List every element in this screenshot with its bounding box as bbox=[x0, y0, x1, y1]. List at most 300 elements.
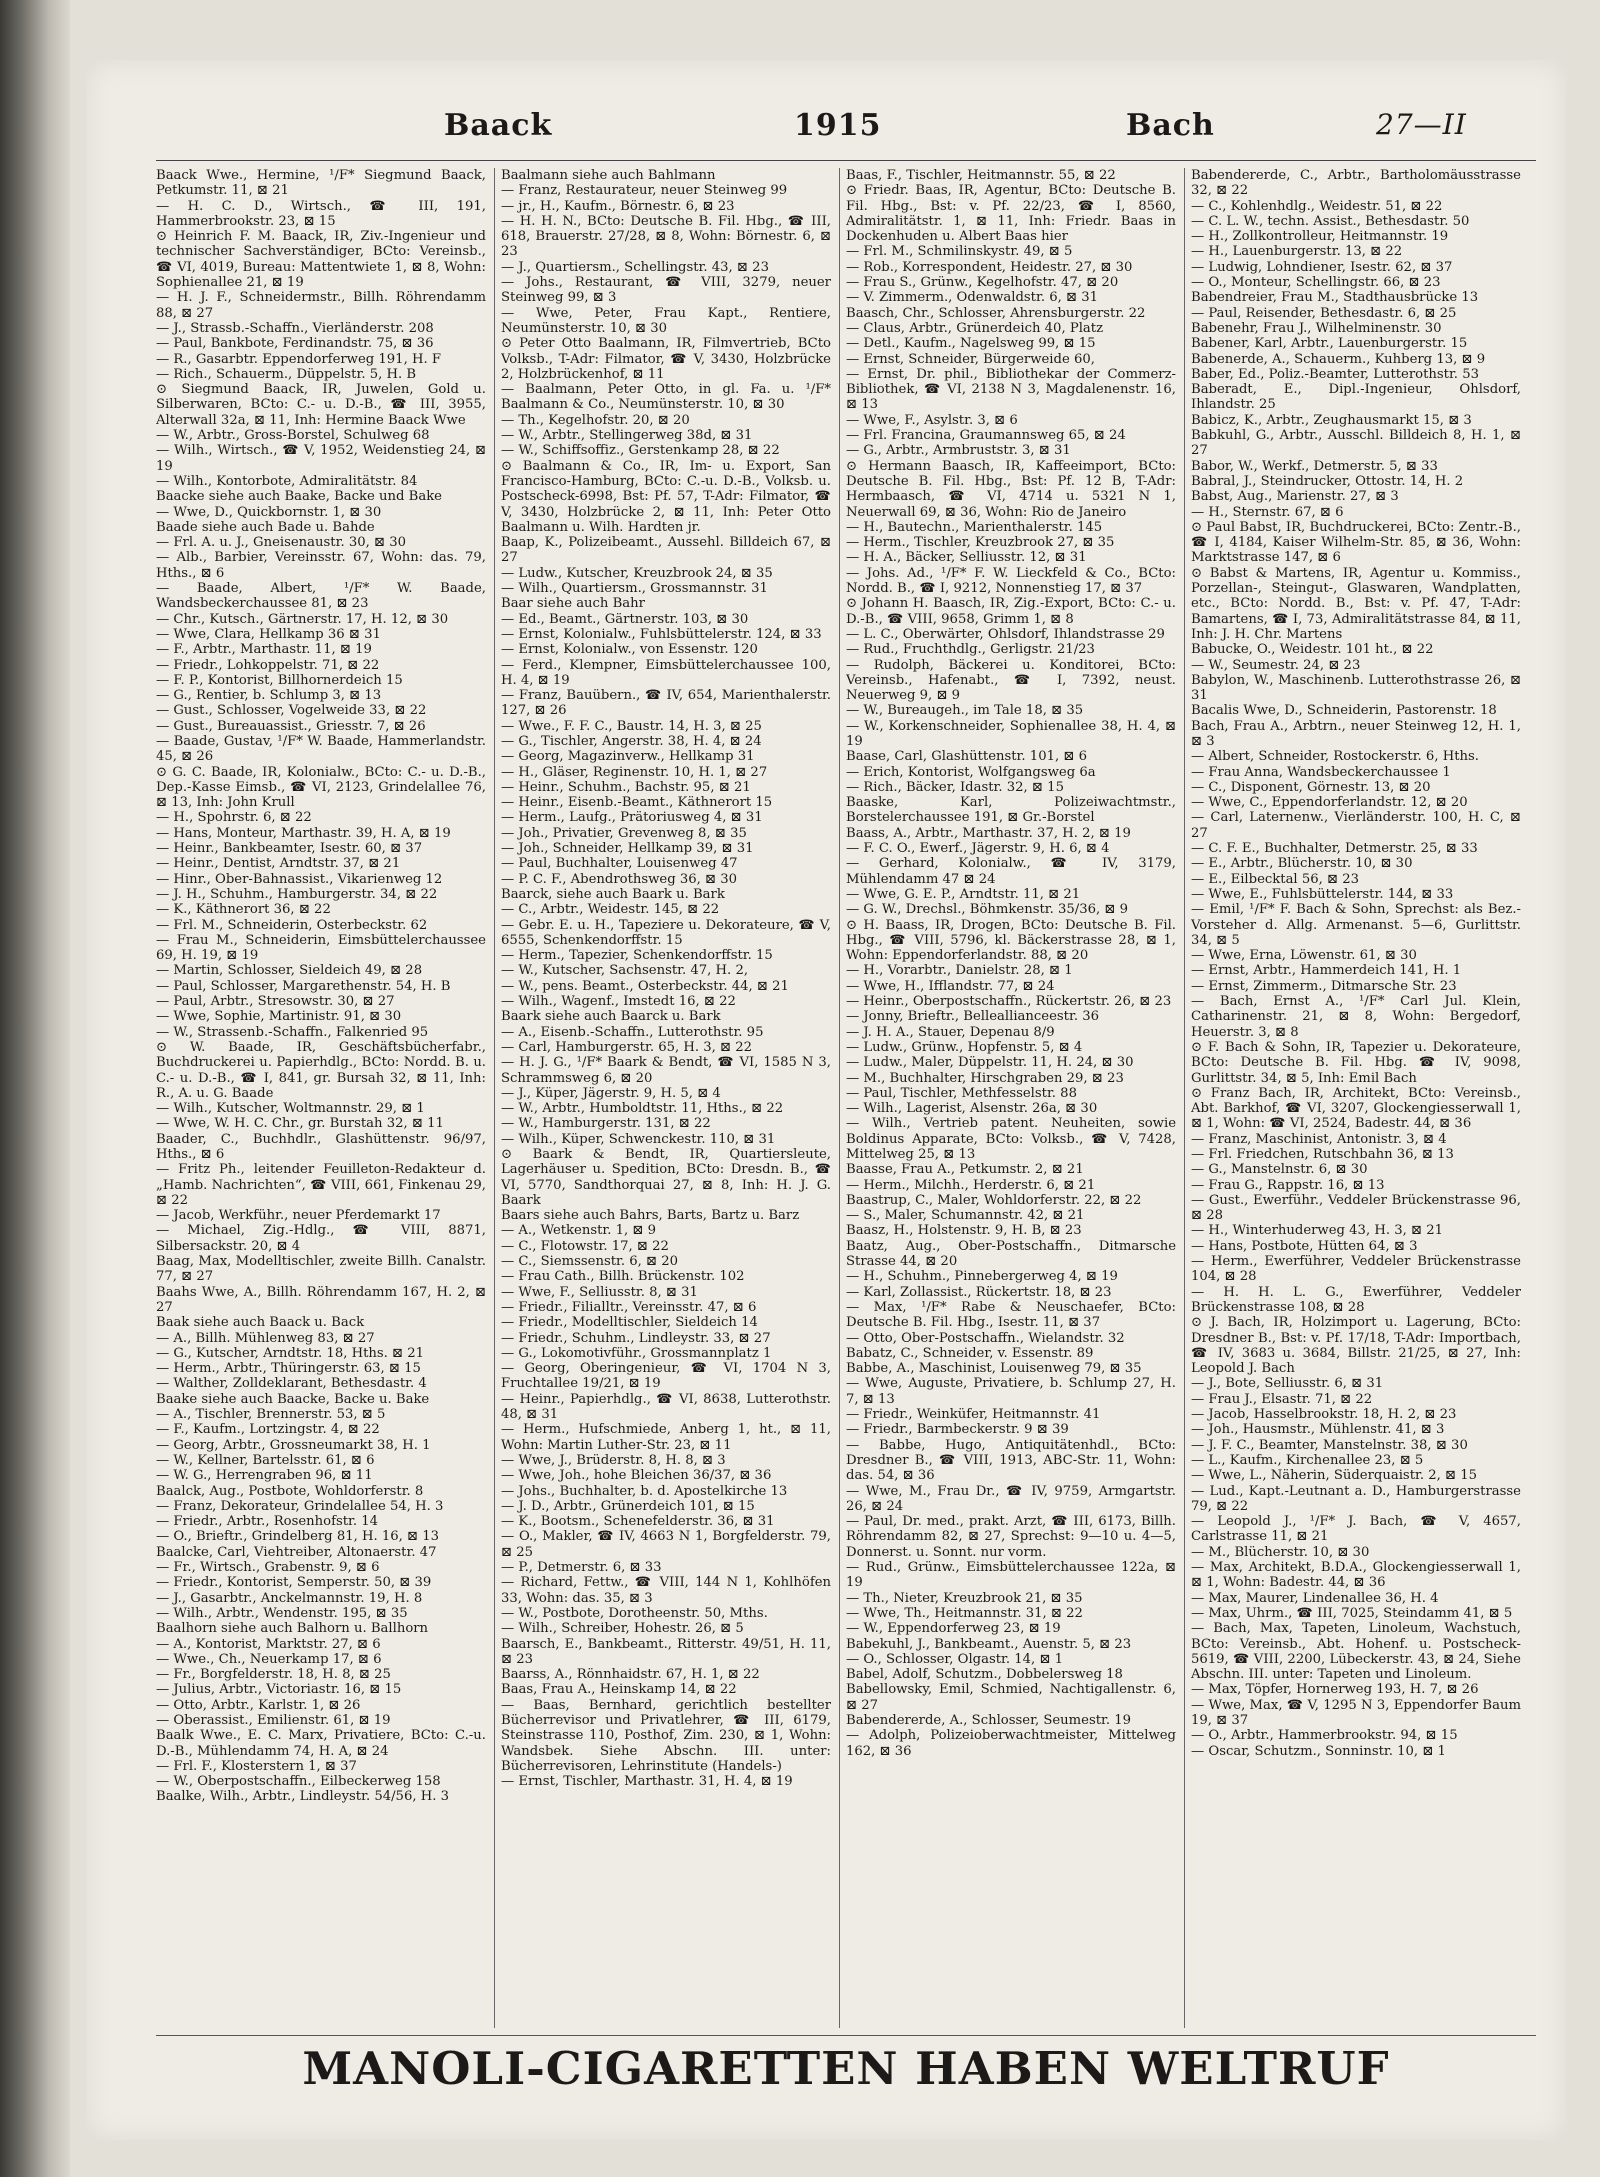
directory-entry: — O., Makler, ☎ IV, 4663 N 1, Borgfelderstr. 79, ⊠ 25 bbox=[501, 1529, 831, 1560]
directory-entry: — H. H. N., BCto: Deutsche B. Fil. Hbg., ☎ III, 618, Brauerstr. 27/28, ⊠ 8, Wohn: Börnestr. 6, ⊠ 23 bbox=[501, 213, 831, 260]
directory-entry: — Richard, Fettw., ☎ VIII, 144 N 1, Kohlhöfen 33, Wohn: das. 35, ⊠ 3 bbox=[501, 1575, 831, 1606]
directory-entry: ⊙ Heinrich F. M. Baack, IR, Ziv.-Ingenieur und technischer Sachverständiger, BCto: Vereinsb., ☎ VI, 4019, Bureau: Mattentwiete 1, ⊠ 8, Wohn: Sophienallee 21, ⊠ 19 bbox=[156, 229, 486, 291]
directory-entry: — R., Gasarbtr. Eppendorferweg 191, H. F bbox=[156, 351, 441, 367]
directory-entry: — J., Gasarbtr., Anckelmannstr. 19, H. 8 bbox=[156, 1590, 423, 1606]
directory-entry: — Friedr., Filialltr., Vereinsstr. 47, ⊠ 6 bbox=[501, 1299, 757, 1315]
directory-entry: — Wwe, F., Asylstr. 3, ⊠ 6 bbox=[846, 412, 1018, 428]
directory-entry: — Friedr., Schuhm., Lindleystr. 33, ⊠ 27 bbox=[501, 1330, 771, 1346]
directory-entry: Babkuhl, G., Arbtr., Ausschl. Billdeich 8, H. 1, ⊠ 27 bbox=[1191, 428, 1521, 459]
directory-entry: Baas, F., Tischler, Heitmannstr. 55, ⊠ 22 bbox=[846, 168, 1116, 183]
directory-entry: — Frl. A. u. J., Gneisenaustr. 30, ⊠ 30 bbox=[156, 535, 407, 551]
directory-entry: — Franz, Dekorateur, Grindelallee 54, H. 3 bbox=[156, 1498, 444, 1514]
directory-entry: — Wwe, L., Näherin, Süderquaistr. 2, ⊠ 15 bbox=[1191, 1468, 1478, 1484]
directory-entry: ⊙ Babst & Martens, IR, Agentur u. Kommiss., Porzellan-, Steingut-, Glaswaren, Wandplatten, etc., BCto: Nordd. B., Bst: v. Pf. 47, T-Adr: Bamartens, ☎ I, 73, Admiralitätstrasse 84, ⊠ 11, Inh: J. H. Chr. Martens bbox=[1191, 565, 1521, 642]
directory-entry: — Ferd., Klempner, Eimsbüttelerchaussee 100, H. 4, ⊠ 19 bbox=[501, 657, 831, 688]
directory-entry: — P. C. F., Abendrothsweg 36, ⊠ 30 bbox=[501, 871, 738, 887]
directory-entry: — Franz, Maschinist, Antonistr. 3, ⊠ 4 bbox=[1191, 1131, 1447, 1147]
directory-entry: — Erich, Kontorist, Wolfgangsweg 6a bbox=[846, 764, 1096, 780]
directory-entry: — G., Kutscher, Arndtstr. 18, Hths. ⊠ 21 bbox=[156, 1345, 425, 1361]
directory-entry: — F., Kaufm., Lortzingstr. 4, ⊠ 22 bbox=[156, 1422, 380, 1438]
directory-entry: — H., Vorarbtr., Danielstr. 28, ⊠ 1 bbox=[846, 963, 1073, 979]
directory-entry: — Wilh., Kontorbote, Admiralitätstr. 84 bbox=[156, 473, 418, 489]
directory-page bbox=[86, 60, 1566, 2140]
directory-entry: — Wwe, E., Fuhlsbüttelerstr. 144, ⊠ 33 bbox=[1191, 886, 1454, 902]
directory-entry: Baas, Frau A., Heinskamp 14, ⊠ 22 bbox=[501, 1682, 737, 1698]
directory-entry: ⊙ Baark & Bendt, IR, Quartiersleute, Lagerhäuser u. Spedition, BCto: Dresdn. B., ☎ VI, 5770, Sandthorquai 27, ⊠ 8, Inh: H. J. G. Baark bbox=[501, 1147, 831, 1208]
directory-entry: — Baalmann, Peter Otto, in gl. Fa. u. ¹/F* Baalmann & Co., Neumünsterstr. 10, ⊠ 30 bbox=[501, 382, 831, 413]
directory-entry: — W., Bureaugeh., im Tale 18, ⊠ 35 bbox=[846, 703, 1084, 719]
directory-entry: — F. P., Kontorist, Billhornerdeich 15 bbox=[156, 672, 403, 688]
directory-entry: Babucke, O., Weidestr. 101 ht., ⊠ 22 bbox=[1191, 642, 1434, 658]
directory-entry: — Karl, Zollassist., Rückertstr. 18, ⊠ 23 bbox=[846, 1284, 1112, 1300]
directory-entry: — C., Siemssenstr. 6, ⊠ 20 bbox=[501, 1254, 679, 1270]
directory-entry: — Rud., Grünw., Eimsbüttelerchaussee 122a, ⊠ 19 bbox=[846, 1560, 1176, 1591]
directory-entry: Baar siehe auch Bahr bbox=[501, 596, 645, 612]
directory-entry: Baalk Wwe., E. C. Marx, Privatiere, BCto: C.-u. D.-B., Mühlendamm 74, H. A, ⊠ 24 bbox=[156, 1728, 486, 1759]
directory-entry: ⊙ J. Bach, IR, Holzimport u. Lagerung, BCto: Dresdner B., Bst: v. Pf. 17/18, T-Adr: Importbach, ☎ IV, 3683 u. 3684, Billstr. 21/25, ⊠ 27, Inh: Leopold J. Bach bbox=[1191, 1315, 1521, 1377]
advertisement-banner: MANOLI-CIGARETTEN HABEN WELTRUF bbox=[302, 2042, 1390, 2095]
directory-column-1 bbox=[156, 168, 486, 2028]
directory-entry: — Max, Uhrm., ☎ III, 7025, Steindamm 41, ⊠ 5 bbox=[1191, 1605, 1513, 1621]
directory-entry: — H., Lauenburgerstr. 13, ⊠ 22 bbox=[1191, 244, 1403, 260]
directory-entry: — A., Kontorist, Marktstr. 27, ⊠ 6 bbox=[156, 1636, 381, 1652]
header-page-number: 27—II bbox=[1376, 108, 1467, 141]
directory-entry: — Frl. Francina, Graumannsweg 65, ⊠ 24 bbox=[846, 428, 1126, 444]
directory-entry: — Frau Cath., Billh. Brückenstr. 102 bbox=[501, 1269, 745, 1285]
directory-entry: — C. L. W., techn. Assist., Bethesdastr. 50 bbox=[1191, 213, 1470, 229]
directory-entry: — Max, Architekt, B.D.A., Glockengiesserwall 1, ⊠ 1, Wohn: Badestr. 44, ⊠ 36 bbox=[1191, 1560, 1521, 1591]
directory-entry: — C., Kohlenhdlg., Weidestr. 51, ⊠ 22 bbox=[1191, 198, 1443, 214]
directory-entry: — Jacob, Hasselbrookstr. 18, H. 2, ⊠ 23 bbox=[1191, 1407, 1457, 1423]
directory-entry: Babener, Karl, Arbtr., Lauenburgerstr. 15 bbox=[1191, 336, 1468, 352]
directory-entry: — Max, Töpfer, Hornerweg 193, H. 7, ⊠ 26 bbox=[1191, 1682, 1479, 1698]
directory-entry: — Ernst, Zimmerm., Ditmarsche Str. 23 bbox=[1191, 978, 1457, 994]
directory-entry: ⊙ Siegmund Baack, IR, Juwelen, Gold u. Silberwaren, BCto: C.- u. D.-B., ☎ III, 3955, Alterwall 32a, ⊠ 11, Inh: Hermine Baack Wwe bbox=[156, 382, 486, 428]
directory-entry: — Ernst, Dr. phil., Bibliothekar der Commerz-Bibliothek, ☎ VI, 2138 N 3, Magdalenenstr. 16, ⊠ 13 bbox=[846, 366, 1176, 413]
directory-entry: — W., Kutscher, Sachsenstr. 47, H. 2, bbox=[501, 963, 749, 979]
directory-entry: — Franz, Restaurateur, neuer Steinweg 99 bbox=[501, 183, 788, 199]
directory-entry: Baake siehe auch Baacke, Backe u. Bake bbox=[156, 1391, 430, 1407]
directory-entry: — Friedr., Lohkoppelstr. 71, ⊠ 22 bbox=[156, 657, 380, 673]
directory-entry: — Gust., Bureauassist., Griesstr. 7, ⊠ 26 bbox=[156, 718, 426, 734]
directory-entry: — Baade, Gustav, ¹/F* W. Baade, Hammerlandstr. 45, ⊠ 26 bbox=[156, 733, 486, 765]
directory-entry: Babenerde, A., Schauerm., Kuhberg 13, ⊠ 9 bbox=[1191, 351, 1486, 367]
directory-entry: Babekuhl, J., Bankbeamt., Auenstr. 5, ⊠ 23 bbox=[846, 1636, 1132, 1652]
directory-entry: — C. F. E., Buchhalter, Detmerstr. 25, ⊠ 33 bbox=[1191, 841, 1478, 857]
directory-entry: — Fr., Wirtsch., Grabenstr. 9, ⊠ 6 bbox=[156, 1560, 380, 1576]
directory-entry: — A., Eisenb.-Schaffn., Lutterothstr. 95 bbox=[501, 1024, 764, 1040]
directory-entry: — Frl. Friedchen, Rutschbahn 36, ⊠ 13 bbox=[1191, 1147, 1454, 1162]
directory-entry: — Julius, Arbtr., Victoriastr. 16, ⊠ 15 bbox=[156, 1682, 402, 1698]
directory-entry: — Rob., Korrespondent, Heidestr. 27, ⊠ 30 bbox=[846, 259, 1133, 275]
directory-entry: — Herm., Laufg., Prätoriusweg 4, ⊠ 31 bbox=[501, 810, 763, 826]
directory-entry: Babatz, C., Schneider, v. Essenstr. 89 bbox=[846, 1345, 1094, 1361]
directory-entry: Baak siehe auch Baack u. Back bbox=[156, 1315, 365, 1331]
directory-entry: Baahs Wwe, A., Billh. Röhrendamm 167, H. 2, ⊠ 27 bbox=[156, 1284, 486, 1315]
header-rule bbox=[156, 160, 1536, 161]
directory-entry: — Babbe, Hugo, Antiquitätenhdl., BCto: Dresdner B., ☎ VIII, 1913, ABC-Str. 11, Wohn: das. 54, ⊠ 36 bbox=[846, 1437, 1176, 1484]
directory-entry: ⊙ Peter Otto Baalmann, IR, Filmvertrieb, BCto Volksb., T-Adr: Filmator, ☎ V, 3430, Holzbrücke 2, Holzbrückenhof, ⊠ 11 bbox=[501, 336, 831, 382]
directory-entry: — Oberassist., Emilienstr. 61, ⊠ 19 bbox=[156, 1712, 391, 1728]
directory-entry: — Heinr., Eisenb.-Beamt., Käthnerort 15 bbox=[501, 795, 773, 811]
directory-entry: — J., Quartiersm., Schellingstr. 43, ⊠ 23 bbox=[501, 259, 769, 275]
directory-entry: — Wwe, Auguste, Privatiere, b. Schlump 27, H. 7, ⊠ 13 bbox=[846, 1376, 1176, 1407]
directory-entry: Baap, K., Polizeibeamt., Aussehl. Billdeich 67, ⊠ 27 bbox=[501, 535, 831, 566]
directory-entry: — G., Manstelnstr. 6, ⊠ 30 bbox=[1191, 1162, 1368, 1178]
directory-entry: ⊙ W. Baade, IR, Geschäftsbücherfabr., Buchdruckerei u. Papierhdlg., BCto: Nordd. B. u. C.- u. D.-B., ☎ I, 841, gr. Bursah 32, ⊠ 11, Inh: R., A. u. G. Baade bbox=[156, 1039, 486, 1101]
directory-entry: Baasse, Frau A., Petkumstr. 2, ⊠ 21 bbox=[846, 1162, 1084, 1178]
advertisement-rule bbox=[156, 2035, 1536, 2036]
directory-entry: — O., Monteur, Schellingstr. 66, ⊠ 23 bbox=[1191, 275, 1441, 291]
directory-entry: — Heinr., Schuhm., Bachstr. 95, ⊠ 21 bbox=[501, 779, 751, 795]
directory-column-4 bbox=[1191, 168, 1521, 2028]
directory-entry: ⊙ Johann H. Baasch, IR, Zig.-Export, BCto: C.- u. D.-B., ☎ VIII, 9658, Grimm 1, ⊠ 8 bbox=[846, 596, 1176, 627]
directory-entry: — L. C., Oberwärter, Ohlsdorf, Ihlandstrasse 29 bbox=[846, 626, 1165, 642]
directory-entry: Baberadt, E., Dipl.-Ingenieur, Ohlsdorf, Ihlandstr. 25 bbox=[1191, 382, 1521, 413]
directory-entry: — M., Blücherstr. 10, ⊠ 30 bbox=[1191, 1544, 1370, 1560]
directory-entry: — A., Wetkenstr. 1, ⊠ 9 bbox=[501, 1223, 657, 1239]
directory-entry: — Ernst, Kolonialw., Fuhlsbüttelerstr. 124, ⊠ 33 bbox=[501, 626, 822, 642]
directory-entry: — Georg, Magazinverw., Hellkamp 31 bbox=[501, 749, 755, 765]
directory-entry: — Wilh., Quartiersm., Grossmannstr. 31 bbox=[501, 581, 768, 597]
directory-entry: — W., Strassenb.-Schaffn., Falkenried 95 bbox=[156, 1024, 429, 1040]
directory-entry: Baarss, A., Rönnhaidstr. 67, H. 1, ⊠ 22 bbox=[501, 1667, 760, 1683]
directory-entry: — H., Zollkontrolleur, Heitmannstr. 19 bbox=[1191, 229, 1449, 245]
directory-entry: — H., Spohrstr. 6, ⊠ 22 bbox=[156, 810, 312, 826]
directory-entry: — H. C. D., Wirtsch., ☎ III, 191, Hammerbrookstr. 23, ⊠ 15 bbox=[156, 198, 486, 229]
directory-entry: — Baade, Albert, ¹/F* W. Baade, Wandsbeckerchaussee 81, ⊠ 23 bbox=[156, 581, 486, 612]
directory-entry: Bach, Frau A., Arbtrn., neuer Steinweg 12, H. 1, ⊠ 3 bbox=[1191, 718, 1521, 749]
directory-entry: — Emil, ¹/F* F. Bach & Sohn, Sprechst: als Bez.-Vorsteher d. Allg. Armenanst. 5—6, Gurlittstr. 34, ⊠ 5 bbox=[1191, 902, 1521, 948]
directory-entry: — Wwe, Clara, Hellkamp 36 ⊠ 31 bbox=[156, 626, 381, 642]
directory-entry: ⊙ Franz Bach, IR, Architekt, BCto: Vereinsb., Abt. Barkhof, ☎ VI, 3207, Glockengiesserwall 1, ⊠ 1, Wohn: ☎ VI, 2524, Badestr. 44, ⊠ 36 bbox=[1191, 1085, 1521, 1132]
directory-entry: — Wwe, H., Ifflandstr. 77, ⊠ 24 bbox=[846, 978, 1055, 994]
directory-entry: — Ernst, Schneider, Bürgerweide 60, bbox=[846, 351, 1095, 367]
directory-entry: — Hans, Postbote, Hütten 64, ⊠ 3 bbox=[1191, 1238, 1418, 1254]
column-divider bbox=[839, 168, 840, 2028]
directory-entry: — Albert, Schneider, Rostockerstr. 6, Hths. bbox=[1191, 749, 1479, 765]
directory-entry: — H., Gläser, Reginenstr. 10, H. 1, ⊠ 27 bbox=[501, 764, 768, 780]
directory-entry: — Friedr., Barmbeckerstr. 9 ⊠ 39 bbox=[846, 1422, 1069, 1438]
directory-entry: — K., Bootsm., Schenefelderstr. 36, ⊠ 31 bbox=[501, 1514, 775, 1530]
directory-entry: — Wilh., Lagerist, Alsenstr. 26a, ⊠ 30 bbox=[846, 1101, 1098, 1117]
directory-entry: — Franz, Bauübern., ☎ IV, 654, Marienthalerstr. 127, ⊠ 26 bbox=[501, 688, 831, 719]
directory-entry: — Herm., Tapezier, Schenkendorffstr. 15 bbox=[501, 948, 773, 964]
directory-entry: — Wwe, J., Brüderstr. 8, H. 8, ⊠ 3 bbox=[501, 1452, 726, 1468]
directory-entry: — H. A., Bäcker, Selliusstr. 12, ⊠ 31 bbox=[846, 550, 1087, 566]
directory-entry: — Gust., Schlosser, Vogelweide 33, ⊠ 22 bbox=[156, 703, 427, 719]
directory-entry: — Jonny, Brieftr., Belleallianceestr. 36 bbox=[846, 1009, 1099, 1025]
directory-column-2 bbox=[501, 168, 831, 2028]
page-header bbox=[86, 108, 1566, 158]
directory-entry: ⊙ Paul Babst, IR, Buchdruckerei, BCto: Zentr.-B., ☎ I, 4184, Kaiser Wilhelm-Str. 85, ⊠ 36, Wohn: Marktstrasse 147, ⊠ 6 bbox=[1191, 519, 1521, 566]
directory-entry: — H. H. L. G., Ewerführer, Veddeler Brückenstrasse 108, ⊠ 28 bbox=[1191, 1284, 1521, 1315]
directory-entry: ⊙ G. C. Baade, IR, Kolonialw., BCto: C.- u. D.-B., Dep.-Kasse Eimsb., ☎ VI, 2123, Grindelallee 76, ⊠ 13, Inh: John Krull bbox=[156, 764, 486, 811]
directory-entry: — G. W., Drechsl., Böhmkenstr. 35/36, ⊠ 9 bbox=[846, 902, 1129, 918]
directory-entry: — Claus, Arbtr., Grünerdeich 40, Platz bbox=[846, 320, 1104, 336]
directory-entry: — Walther, Zolldeklarant, Bethesdastr. 4 bbox=[156, 1376, 427, 1392]
directory-entry: — Frau M., Schneiderin, Eimsbüttelerchaussee 69, H. 19, ⊠ 19 bbox=[156, 932, 486, 964]
directory-entry: — Th., Kegelhofstr. 20, ⊠ 20 bbox=[501, 412, 690, 428]
directory-entry: — O., Brieftr., Grindelberg 81, H. 16, ⊠ 13 bbox=[156, 1529, 440, 1545]
directory-entry: — Heinr., Bankbeamter, Isestr. 60, ⊠ 37 bbox=[156, 841, 423, 857]
directory-entry: — Wwe, F., Selliusstr. 8, ⊠ 31 bbox=[501, 1284, 698, 1300]
directory-entry: — Gerhard, Kolonialw., ☎ IV, 3179, Mühlendamm 47 ⊠ 24 bbox=[846, 856, 1176, 887]
directory-entry: — Wwe, Max, ☎ V, 1295 N 3, Eppendorfer Baum 19, ⊠ 37 bbox=[1191, 1697, 1521, 1728]
directory-entry: — W., Kellner, Bartelsstr. 61, ⊠ 6 bbox=[156, 1452, 375, 1468]
directory-entry: — W., Arbtr., Stellingerweg 38d, ⊠ 31 bbox=[501, 428, 753, 444]
directory-entry: — Bach, Ernst A., ¹/F* Carl Jul. Klein, Catharinenstr. 21, ⊠ 8, Wohn: Bergedorf, Heuerstr. 3, ⊠ 8 bbox=[1191, 994, 1521, 1040]
directory-entry: — Ernst, Kolonialw., von Essenstr. 120 bbox=[501, 642, 758, 658]
directory-entry: — C., Disponent, Görnestr. 13, ⊠ 20 bbox=[1191, 779, 1431, 795]
directory-entry: — Wwe, C., Eppendorferlandstr. 12, ⊠ 20 bbox=[1191, 795, 1468, 811]
directory-entry: — W., Arbtr., Gross-Borstel, Schulweg 68 bbox=[156, 428, 430, 444]
directory-entry: — Fritz Ph., leitender Feuilleton-Redakteur d. „Hamb. Nachrichten“, ☎ VIII, 661, Finkenau 29, ⊠ 22 bbox=[156, 1162, 486, 1208]
directory-entry: Baasz, H., Holstenstr. 9, H. B, ⊠ 23 bbox=[846, 1223, 1082, 1239]
directory-entry: — J., Strassb.-Schaffn., Vierländerstr. 208 bbox=[156, 320, 434, 336]
directory-entry: — Georg, Arbtr., Grossneumarkt 38, H. 1 bbox=[156, 1437, 431, 1453]
directory-entry: — Otto, Ober-Postschaffn., Wielandstr. 32 bbox=[846, 1330, 1125, 1346]
directory-entry: — H., Winterhuderweg 43, H. 3, ⊠ 21 bbox=[1191, 1223, 1444, 1239]
directory-entry: Baatz, Aug., Ober-Postschaffn., Ditmarsche Strasse 44, ⊠ 20 bbox=[846, 1238, 1176, 1270]
directory-entry: — Johs., Restaurant, ☎ VIII, 3279, neuer Steinweg 99, ⊠ 3 bbox=[501, 275, 831, 306]
directory-entry: — Chr., Kutsch., Gärtnerstr. 17, H. 12, ⊠ 30 bbox=[156, 611, 449, 627]
directory-entry: — H., Schuhm., Pinnebergerweg 4, ⊠ 19 bbox=[846, 1269, 1118, 1285]
directory-entry: — Oscar, Schutzm., Sonninstr. 10, ⊠ 1 bbox=[1191, 1743, 1446, 1759]
directory-entry: — F. C. O., Ewerf., Jägerstr. 9, H. 6, ⊠ 4 bbox=[846, 841, 1110, 857]
directory-entry: — L., Kaufm., Kirchenallee 23, ⊠ 5 bbox=[1191, 1452, 1424, 1468]
directory-entry: Baasch, Chr., Schlosser, Ahrensburgerstr. 22 bbox=[846, 305, 1146, 321]
directory-entry: — O., Schlosser, Olgastr. 14, ⊠ 1 bbox=[846, 1651, 1064, 1667]
directory-entry: — S., Maler, Schumannstr. 42, ⊠ 21 bbox=[846, 1208, 1085, 1224]
directory-entry: — Detl., Kaufm., Nagelsweg 99, ⊠ 15 bbox=[846, 336, 1096, 352]
directory-entry: — Wwe, M., Frau Dr., ☎ IV, 9759, Armgartstr. 26, ⊠ 24 bbox=[846, 1483, 1176, 1514]
directory-entry: — K., Käthnerort 36, ⊠ 22 bbox=[156, 902, 331, 918]
directory-entry: Baader, C., Buchhdlr., Glashüttenstr. 96/97, Hths., ⊠ 6 bbox=[156, 1131, 486, 1162]
directory-entry: — Ernst, Tischler, Marthastr. 31, H. 4, ⊠ 19 bbox=[501, 1774, 793, 1790]
directory-entry: — Hinr., Ober-Bahnassist., Vikarienweg 12 bbox=[156, 871, 443, 887]
directory-entry: — G., Arbtr., Armbruststr. 3, ⊠ 31 bbox=[846, 443, 1071, 459]
directory-entry: — Th., Nieter, Kreuzbrook 21, ⊠ 35 bbox=[846, 1590, 1083, 1606]
directory-entry: — Gebr. E. u. H., Tapeziere u. Dekorateure, ☎ V, 6555, Schenkendorffstr. 15 bbox=[501, 917, 831, 948]
directory-entry: — Georg, Oberingenieur, ☎ VI, 1704 N 3, Fruchtallee 19/21, ⊠ 19 bbox=[501, 1361, 831, 1392]
directory-entry: — Frau S., Grünw., Kegelhofstr. 47, ⊠ 20 bbox=[846, 275, 1119, 291]
directory-entry: Baalcke, Carl, Viehtreiber, Altonaerstr. 47 bbox=[156, 1544, 437, 1560]
directory-entry: — Heinr., Dentist, Arndtstr. 37, ⊠ 21 bbox=[156, 856, 401, 872]
directory-entry: — Wilh., Kutscher, Woltmannstr. 29, ⊠ 1 bbox=[156, 1101, 425, 1117]
directory-entry: — Wwe., Ch., Neuerkamp 17, ⊠ 6 bbox=[156, 1651, 382, 1667]
directory-entry: — W., Korkenschneider, Sophienallee 38, H. 4, ⊠ 19 bbox=[846, 718, 1176, 749]
directory-entry: — C., Arbtr., Weidestr. 145, ⊠ 22 bbox=[501, 902, 720, 918]
directory-entry: Babel, Adolf, Schutzm., Dobbelersweg 18 bbox=[846, 1667, 1123, 1683]
directory-entry: — Wwe, Sophie, Martinistr. 91, ⊠ 30 bbox=[156, 1009, 402, 1025]
header-left-name: Baack bbox=[444, 108, 553, 143]
directory-entry: — P., Detmerstr. 6, ⊠ 33 bbox=[501, 1560, 662, 1576]
directory-entry: — Michael, Zig.-Hdlg., ☎ VIII, 8871, Silbersackstr. 20, ⊠ 4 bbox=[156, 1223, 486, 1254]
directory-entry: — Rich., Schauerm., Düppelstr. 5, H. B bbox=[156, 366, 417, 382]
directory-entry: — H. J. G., ¹/F* Baark & Bendt, ☎ VI, 1585 N 3, Schrammsweg 6, ⊠ 20 bbox=[501, 1055, 831, 1086]
directory-entry: — Lud., Kapt.-Leutnant a. D., Hamburgerstrasse 79, ⊠ 22 bbox=[1191, 1483, 1521, 1514]
directory-entry: — Wilh., Küper, Schwenckestr. 110, ⊠ 31 bbox=[501, 1131, 776, 1147]
directory-entry: — Wwe, Erna, Löwenstr. 61, ⊠ 30 bbox=[1191, 948, 1417, 964]
directory-entry: — Frau J., Elsastr. 71, ⊠ 22 bbox=[1191, 1391, 1373, 1407]
directory-entry: Babicz, K., Arbtr., Zeughausmarkt 15, ⊠ 3 bbox=[1191, 412, 1472, 428]
directory-entry: — Wwe., F. F. C., Baustr. 14, H. 3, ⊠ 25 bbox=[501, 718, 762, 734]
directory-entry: — Rudolph, Bäckerei u. Konditorei, BCto: Vereinsb., Hafenabt., ☎ I, 7392, neust. Neuerweg 9, ⊠ 9 bbox=[846, 657, 1176, 704]
directory-entry: — Heinr., Oberpostschaffn., Rückertstr. 26, ⊠ 23 bbox=[846, 994, 1172, 1010]
directory-entry: — O., Arbtr., Hammerbrookstr. 94, ⊠ 15 bbox=[1191, 1728, 1458, 1744]
directory-entry: — J., Küper, Jägerstr. 9, H. 5, ⊠ 4 bbox=[501, 1085, 721, 1101]
directory-entry: Baars siehe auch Bahrs, Barts, Bartz u. Barz bbox=[501, 1208, 800, 1224]
directory-entry: — Wwe, W. H. C. Chr., gr. Burstah 32, ⊠ 11 bbox=[156, 1116, 444, 1132]
directory-entry: — Leopold J., ¹/F* J. Bach, ☎ V, 4657, Carlstrasse 11, ⊠ 21 bbox=[1191, 1514, 1521, 1545]
directory-entry: — Herm., Hufschmiede, Anberg 1, ht., ⊠ 11, Wohn: Martin Luther-Str. 23, ⊠ 11 bbox=[501, 1422, 831, 1453]
directory-entry: — Joh., Hausmstr., Mühlenstr. 41, ⊠ 3 bbox=[1191, 1422, 1445, 1438]
directory-entry: ⊙ F. Bach & Sohn, IR, Tapezier u. Dekorateure, BCto: Deutsche B. Fil. Hbg. ☎ IV, 9098, Gurlittstr. 34, ⊠ 5, Inh: Emil Bach bbox=[1191, 1039, 1521, 1086]
directory-entry: — Ludw., Kutscher, Kreuzbrook 24, ⊠ 35 bbox=[501, 565, 773, 581]
directory-entry: Baag, Max, Modelltischler, zweite Billh. Canalstr. 77, ⊠ 27 bbox=[156, 1254, 486, 1285]
directory-entry: — Jacob, Werkführ., neuer Pferdemarkt 17 bbox=[156, 1208, 441, 1224]
directory-entry: — Otto, Arbtr., Karlstr. 1, ⊠ 26 bbox=[156, 1697, 361, 1713]
directory-entry: — Paul, Tischler, Methfesselstr. 88 bbox=[846, 1085, 1077, 1101]
directory-entry: Babendererde, C., Arbtr., Bartholomäusstrasse 32, ⊠ 22 bbox=[1191, 168, 1521, 199]
directory-entry: ⊙ Friedr. Baas, IR, Agentur, BCto: Deutsche B. Fil. Hbg., Bst: v. Pf. 22/23, ☎ I, 8560, Admiralitätstr. 1, ⊠ 11, Inh: Friedr. Baas in Dockenhuden u. Albert Baas hier bbox=[846, 183, 1176, 245]
directory-entry: — Frl. M., Schneiderin, Osterbeckstr. 62 bbox=[156, 917, 428, 933]
column-divider bbox=[1184, 168, 1185, 2028]
directory-entry: — Wilh., Schreiber, Hohestr. 26, ⊠ 5 bbox=[501, 1621, 744, 1637]
directory-entry: Baarsch, E., Bankbeamt., Ritterstr. 49/51, H. 11, ⊠ 23 bbox=[501, 1636, 831, 1667]
directory-entry: Baack Wwe., Hermine, ¹/F* Siegmund Baack, Petkumstr. 11, ⊠ 21 bbox=[156, 168, 486, 199]
directory-entry: Baacke siehe auch Baake, Backe und Bake bbox=[156, 489, 442, 505]
directory-entry: — Frl. M., Schmilinskystr. 49, ⊠ 5 bbox=[846, 244, 1073, 260]
directory-entry: — Bach, Max, Tapeten, Linoleum, Wachstuch, BCto: Vereinsb., Abt. Hohenf. u. Postscheck-5619, ☎ VIII, 2200, Lübeckerstr. 43, ⊠ 24, Siehe Abschn. III. unter: Tapeten und Linoleum. bbox=[1191, 1621, 1521, 1683]
directory-entry: — Rich., Bäcker, Idastr. 32, ⊠ 15 bbox=[846, 779, 1064, 795]
directory-entry: — Joh., Schneider, Hellkamp 39, ⊠ 31 bbox=[501, 841, 754, 857]
directory-entry: — J. D., Arbtr., Grünerdeich 101, ⊠ 15 bbox=[501, 1498, 755, 1514]
directory-entry: — Carl, Laternenw., Vierländerstr. 100, H. C, ⊠ 27 bbox=[1191, 810, 1521, 841]
directory-entry: — M., Buchhalter, Hirschgraben 29, ⊠ 23 bbox=[846, 1070, 1124, 1086]
directory-entry: Babst, Aug., Marienstr. 27, ⊠ 3 bbox=[1191, 489, 1399, 505]
header-right-name: Bach bbox=[1126, 108, 1215, 143]
directory-entry: Baber, Ed., Poliz.-Beamter, Lutterothstr. 53 bbox=[1191, 366, 1479, 382]
directory-entry: — Wwe, Joh., hohe Bleichen 36/37, ⊠ 36 bbox=[501, 1468, 772, 1484]
directory-entry: — Max, ¹/F* Rabe & Neuschaefer, BCto: Deutsche B. Fil. Hbg., Isestr. 11, ⊠ 37 bbox=[846, 1299, 1176, 1331]
directory-entry: — W., Seumestr. 24, ⊠ 23 bbox=[1191, 657, 1361, 673]
directory-entry: — Friedr., Weinküfer, Heitmannstr. 41 bbox=[846, 1407, 1101, 1423]
directory-entry: Babendreier, Frau M., Stadthausbrücke 13 bbox=[1191, 290, 1479, 306]
directory-entry: — Friedr., Kontorist, Semperstr. 50, ⊠ 39 bbox=[156, 1575, 432, 1591]
directory-columns bbox=[156, 168, 1536, 2028]
directory-entry: — J., Bote, Selliusstr. 6, ⊠ 31 bbox=[1191, 1376, 1384, 1392]
book-binding-edge bbox=[0, 0, 70, 2177]
directory-entry: Babendererde, A., Schlosser, Seumestr. 19 bbox=[846, 1712, 1132, 1728]
directory-entry: Baase, Carl, Glashüttenstr. 101, ⊠ 6 bbox=[846, 749, 1087, 765]
directory-entry: — Ludw., Grünw., Hopfenstr. 5, ⊠ 4 bbox=[846, 1039, 1083, 1055]
directory-entry: — F., Arbtr., Marthastr. 11, ⊠ 19 bbox=[156, 642, 372, 658]
directory-entry: Babylon, W., Maschinenb. Lutterothstrasse 26, ⊠ 31 bbox=[1191, 672, 1521, 704]
directory-entry: — Wwe, Peter, Frau Kapt., Rentiere, Neumünsterstr. 10, ⊠ 30 bbox=[501, 305, 831, 336]
directory-entry: — Friedr., Arbtr., Rosenhofstr. 14 bbox=[156, 1514, 379, 1530]
directory-entry: — Hans, Monteur, Marthastr. 39, H. A, ⊠ 19 bbox=[156, 825, 451, 841]
header-year: 1915 bbox=[794, 108, 882, 143]
directory-entry: — Frl. F., Klosterstern 1, ⊠ 37 bbox=[156, 1758, 357, 1774]
directory-entry: Babellowsky, Emil, Schmied, Nachtigallenstr. 6, ⊠ 27 bbox=[846, 1682, 1176, 1713]
directory-entry: — Ludw., Maler, Düppelstr. 11, H. 24, ⊠ 30 bbox=[846, 1055, 1134, 1071]
directory-entry: — Herm., Arbtr., Thüringerstr. 63, ⊠ 15 bbox=[156, 1361, 421, 1377]
directory-entry: — V. Zimmerm., Odenwaldstr. 6, ⊠ 31 bbox=[846, 290, 1099, 306]
directory-entry: — Wwe, G. E. P., Arndtstr. 11, ⊠ 21 bbox=[846, 886, 1081, 902]
directory-entry: — Heinr., Papierhdlg., ☎ VI, 8638, Lutterothstr. 48, ⊠ 31 bbox=[501, 1391, 831, 1423]
directory-entry: — Wilh., Wirtsch., ☎ V, 1952, Weidenstieg 24, ⊠ 19 bbox=[156, 443, 486, 474]
directory-entry: — Friedr., Modelltischler, Sieldeich 14 bbox=[501, 1315, 758, 1331]
directory-entry: Baass, A., Arbtr., Marthastr. 37, H. 2, ⊠ 19 bbox=[846, 825, 1131, 841]
directory-entry: — Herm., Ewerführer, Veddeler Brückenstrasse 104, ⊠ 28 bbox=[1191, 1254, 1521, 1285]
directory-entry: — G., Lokomotivführ., Grossmannplatz 1 bbox=[501, 1345, 772, 1361]
directory-entry: — W., Eppendorferweg 23, ⊠ 19 bbox=[846, 1621, 1061, 1637]
directory-entry: — W., Schiffsoffiz., Gerstenkamp 28, ⊠ 22 bbox=[501, 443, 780, 459]
directory-entry: Baalhorn siehe auch Balhorn u. Ballhorn bbox=[156, 1621, 429, 1637]
directory-entry: — Herm., Tischler, Kreuzbrook 27, ⊠ 35 bbox=[846, 535, 1115, 551]
directory-entry: — E., Arbtr., Blücherstr. 10, ⊠ 30 bbox=[1191, 856, 1413, 872]
directory-entry: Baark siehe auch Baarck u. Bark bbox=[501, 1009, 721, 1025]
directory-entry: Baarck, siehe auch Baark u. Bark bbox=[501, 886, 725, 902]
directory-entry: — Frau Anna, Wandsbeckerchaussee 1 bbox=[1191, 764, 1451, 780]
column-divider bbox=[494, 168, 495, 2028]
directory-entry: — Baas, Bernhard, gerichtlich bestellter Bücherrevisor und Privatlehrer, ☎ III, 6179, Steinstrasse 110, Posthof, Zim. 230, ⊠ 1, Wohn: Wandsbek. Siehe Abschn. III. unter: Bücherrevisoren, Lehrinstitute (Handels-) bbox=[501, 1697, 831, 1774]
directory-entry: ⊙ Baalmann & Co., IR, Im- u. Export, San Francisco-Hamburg, BCto: C.-u. D.-B., Volksb. u. Postscheck-6998, Bst: Pf. 57, T-Adr: Filmator, ☎ V, 3430, Holzbrücke 2, ⊠ 11, Inh: Peter Otto Baalmann u. Wilh. Hardten jr. bbox=[501, 458, 831, 535]
directory-entry: — Wilh., Arbtr., Wendenstr. 195, ⊠ 35 bbox=[156, 1605, 408, 1621]
directory-entry: — Wilh., Wagenf., Imstedt 16, ⊠ 22 bbox=[501, 994, 736, 1010]
directory-column-3 bbox=[846, 168, 1176, 2028]
directory-entry: — Wilh., Vertrieb patent. Neuheiten, sowie Boldinus Apparate, BCto: Volksb., ☎ V, 7428, Mittelweg 25, ⊠ 13 bbox=[846, 1116, 1176, 1162]
directory-entry: — C., Flotowstr. 17, ⊠ 22 bbox=[501, 1238, 669, 1254]
directory-entry: — H., Sternstr. 67, ⊠ 6 bbox=[1191, 504, 1344, 520]
directory-entry: — W., pens. Beamt., Osterbeckstr. 44, ⊠ 21 bbox=[501, 978, 789, 994]
directory-entry: — Carl, Hamburgerstr. 65, H. 3, ⊠ 22 bbox=[501, 1039, 753, 1055]
directory-entry: — W. G., Herrengraben 96, ⊠ 11 bbox=[156, 1468, 373, 1484]
directory-entry: — Alb., Barbier, Vereinsstr. 67, Wohn: das. 79, Hths., ⊠ 6 bbox=[156, 550, 486, 581]
directory-entry: — H. J. F., Schneidermstr., Billh. Röhrendamm 88, ⊠ 27 bbox=[156, 290, 486, 321]
directory-entry: — J. H., Schuhm., Hamburgerstr. 34, ⊠ 22 bbox=[156, 886, 438, 902]
directory-entry: — Paul, Buchhalter, Louisenweg 47 bbox=[501, 856, 738, 872]
directory-entry: Babenehr, Frau J., Wilhelminenstr. 30 bbox=[1191, 320, 1442, 336]
directory-entry: — Gust., Ewerführ., Veddeler Brückenstrasse 96, ⊠ 28 bbox=[1191, 1192, 1521, 1224]
directory-entry: — Joh., Privatier, Grevenweg 8, ⊠ 35 bbox=[501, 825, 747, 841]
directory-entry: — Ed., Beamt., Gärtnerstr. 103, ⊠ 30 bbox=[501, 611, 749, 627]
directory-entry: — W., Postbote, Dorotheenstr. 50, Mths. bbox=[501, 1605, 768, 1621]
directory-entry: — G., Rentier, b. Schlump 3, ⊠ 13 bbox=[156, 688, 382, 704]
directory-entry: — Paul, Arbtr., Stresowstr. 30, ⊠ 27 bbox=[156, 994, 395, 1010]
directory-entry: — jr., H., Kaufm., Börnestr. 6, ⊠ 23 bbox=[501, 198, 735, 214]
directory-entry: — A., Tischler, Brennerstr. 53, ⊠ 5 bbox=[156, 1407, 386, 1423]
directory-entry: — Paul, Reisender, Bethesdastr. 6, ⊠ 25 bbox=[1191, 305, 1457, 321]
directory-entry: Baade siehe auch Bade u. Bahde bbox=[156, 519, 375, 535]
directory-entry: Baalck, Aug., Postbote, Wohldorferstr. 8 bbox=[156, 1483, 424, 1499]
directory-entry: — Wwe, D., Quickbornstr. 1, ⊠ 30 bbox=[156, 504, 382, 520]
directory-entry: — Paul, Bankbote, Ferdinandstr. 75, ⊠ 36 bbox=[156, 336, 434, 352]
directory-entry: Babral, J., Steindrucker, Ottostr. 14, H. 2 bbox=[1191, 473, 1464, 489]
directory-entry: — A., Billh. Mühlenweg 83, ⊠ 27 bbox=[156, 1330, 375, 1346]
directory-entry: — Ernst, Arbtr., Hammerdeich 141, H. 1 bbox=[1191, 963, 1462, 979]
directory-entry: — Martin, Schlosser, Sieldeich 49, ⊠ 28 bbox=[156, 963, 423, 979]
directory-entry: — J. F. C., Beamter, Manstelnstr. 38, ⊠ 30 bbox=[1191, 1437, 1468, 1453]
directory-entry: — Adolph, Polizeioberwachtmeister, Mittelweg 162, ⊠ 36 bbox=[846, 1728, 1176, 1759]
directory-entry: Babbe, A., Maschinist, Louisenweg 79, ⊠ 35 bbox=[846, 1361, 1142, 1377]
directory-entry: Baalmann siehe auch Bahlmann bbox=[501, 168, 716, 183]
directory-entry: ⊙ Hermann Baasch, IR, Kaffeeimport, BCto: Deutsche B. Fil. Hbg., Bst: Pf. 12 B, T-Adr: Hermbaasch, ☎ VI, 4714 u. 5321 N 1, Neuerwall 69, ⊠ 36, Wohn: Rio de Janeiro bbox=[846, 458, 1176, 520]
directory-entry: — Paul, Schlosser, Margarethenstr. 54, H. B bbox=[156, 978, 451, 994]
directory-entry: — Rud., Fruchthdlg., Gerligstr. 21/23 bbox=[846, 642, 1095, 658]
